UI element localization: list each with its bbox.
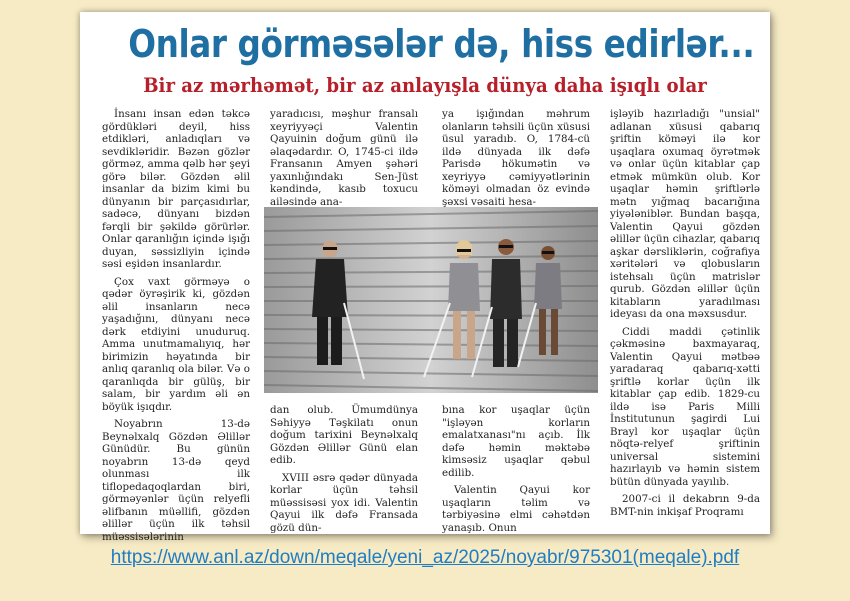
paragraph: yaradıcısı, məşhur fransalı xeyriyyəçi Valentin Qayuinin doğum günü ilə əlaqədardır. O, 1745-ci ildə Fransanın Amyen şəhəri yaxınlığındakı Sen-Jüst kəndində, kasıb toxucu ailəsində ana- (270, 108, 418, 208)
photo-blind-people-with-canes (264, 207, 598, 393)
paragraph: Noyabrın 13-də Beynəlxalq Gözdən Əlillər Günüdür. Bu günün noyabrın 13-də qeyd olunması ilk tiflopedaqoqlardan biri, görməyənlər üçün relyefli əlifbanın müəllifi, gözdən əlillər üçün ilk təhsil müəssisələrinin (102, 418, 250, 543)
source-link[interactable]: https://www.anl.az/down/meqale/yeni_az/2025/noyabr/975301(meqale).pdf (110, 547, 740, 568)
paragraph: 2007-ci il dekabrın 9-da BMT-nin inkişaf Proqramı (610, 493, 760, 518)
paragraph: işləyib hazırladığı "unsial" adlanan xüsusi qabarıq şriftin köməyi ilə kor uşaqlara oxumaq öyrətmək və onlar üçün kitablar çap etmək mümkün olub. Kor uşaqlar həmin şriftlərlə mətn yığmaq bacarığına yiyələniblər. Bundan başqa, Valentin Qayui gözdən əlillər üçün cihazlar, qabarıq aşkar dərsliklərin, coğrafiya xəritələri və qlobusların istehsalı üçün matrislər qurub. Gözdən əlillər üçün kitabların yaradılması ideyası da ona məxsusdur. (610, 108, 760, 320)
article-column-3-bottom (442, 404, 590, 534)
paragraph: XVIII əsrə qədər dünyada korlar üçün təhsil müəssisəsi yox idi. Valentin Qayui ilk dəfə Fransada gözü dün- (270, 471, 418, 534)
article-column-4 (610, 108, 760, 524)
paragraph: Valentin Qayui kor uşaqların təlim və tərbiyəsinə elmi cəhətdən yanaşıb. Onun (442, 484, 590, 534)
newspaper-clipping (80, 12, 770, 543)
article-column-1 (102, 108, 250, 543)
article-column-2-bottom (270, 404, 418, 534)
article-headline: Onlar görməsələr də, hiss edirlər... (128, 22, 755, 66)
paragraph: bına kor uşaqlar üçün "işləyən korların emalatxanası"nı açıb. İlk dəfə həmin məktəbə kimsəsiz uşaqlar qəbul edilib. (442, 404, 590, 479)
article-column-3-top (442, 108, 590, 218)
article-column-2-top (270, 108, 418, 218)
article-subheadline: Bir az mərhəmət, bir az anlayışla dünya daha işıqlı olar (143, 74, 707, 97)
paragraph: İnsanı insan edən təkcə gördükləri deyil, hiss etdikləri, anladıqları və sevdikləridir. Bəzən gözlər görməz, amma qəlb hər şeyi görə bilər. Gözdən əlil insanlar da bizim kimi bu dünyanın bir parçasıdırlar, sadəcə, dünyanı bizdən fərqli bir şəkildə görürlər. Onlar qaranlığın içində işığı duyan, səssizliyin içində səsi eşidən insanlardır. (102, 108, 250, 270)
paragraph: dan olub. Ümumdünya Səhiyyə Təşkilatı onun doğum tarixini Beynəlxalq Gözdən Əlillər Günü elan edib. (270, 404, 418, 466)
paragraph: ya işığından məhrum olanların təhsili üçün xüsusi üsul yaradıb. O, 1784-cü ildə dünyada ilk dəfə Parisdə hökumətin və xeyriyyə cəmiyyətlərinin köməyi olmadan öz evində şəxsi vəsaiti hesa- (442, 108, 590, 208)
paragraph: Çox vaxt görməyə o qədər öyrəşirik ki, gözdən əlil insanların necə yaşadığını, dünyanı necə dərk etdiyini unuduruq. Amma unutmamalıyıq, hər birimizin həyatında bir anlıq qaranlıq ola bilər. Və o qaranlıqda bir gülüş, bir salam, bir yardım əli ən böyük işıqdır. (102, 275, 250, 413)
paragraph: Ciddi maddi çətinlik çəkməsinə baxmayaraq, Valentin Qayui mətbəə yaradaraq qabarıq-xətti şriftlə korlar üçün ilk kitablar çap edib. 1829-cu ildə isə Paris Milli İnstitutunun şagirdi Lui Brayl kor uşaqlar üçün nöqtə-relyef şriftinin universal sistemini hazırlayıb və həmin sistem bütün dünyada yayılıb. (610, 325, 760, 488)
article-photo (264, 207, 598, 393)
